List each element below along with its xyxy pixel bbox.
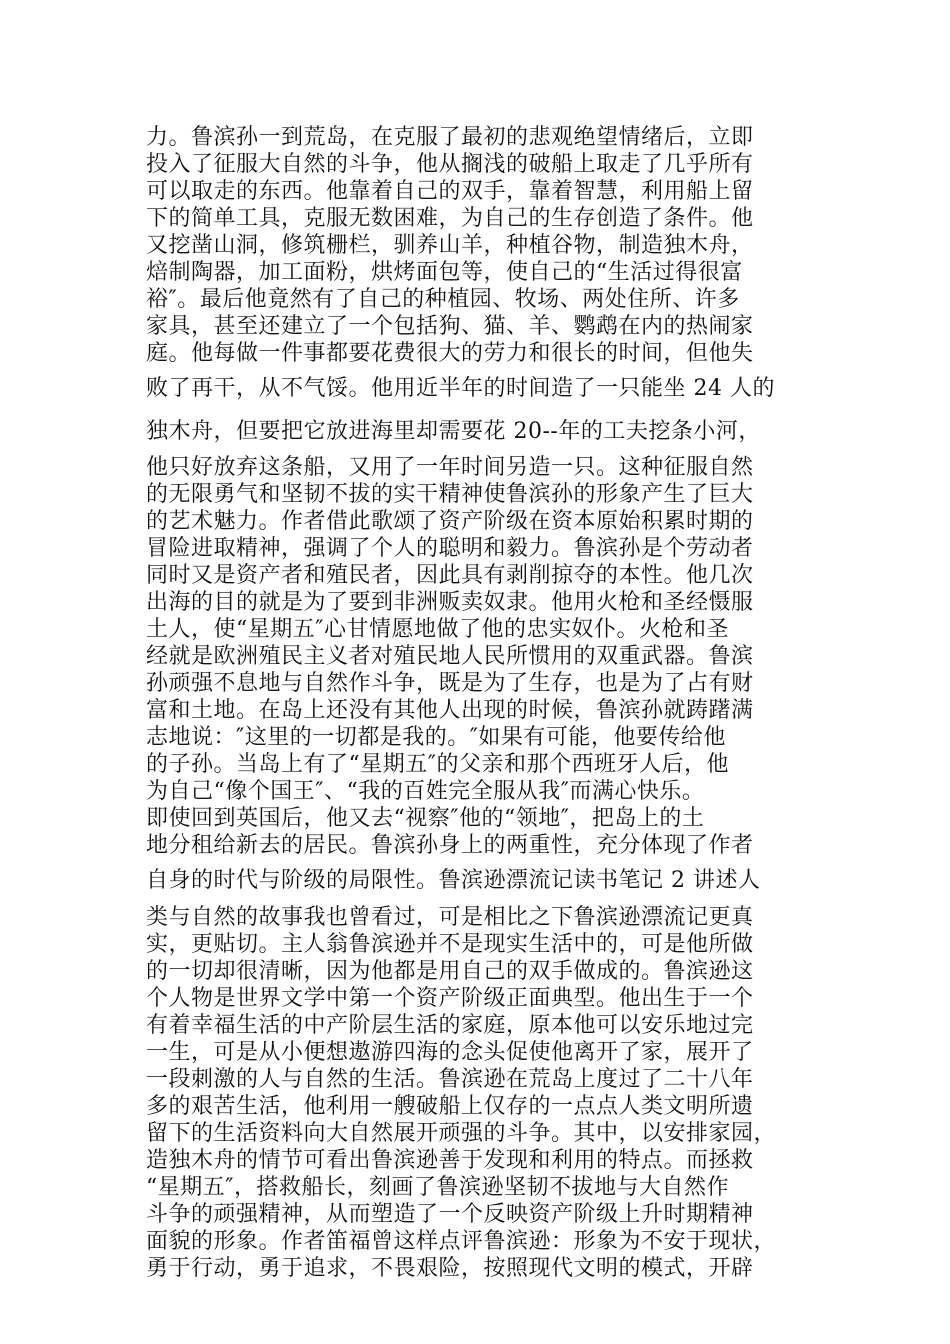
text-line: 他只好放弃这条船，又用了一年时间另造一只。这种征服自然: [146, 455, 754, 480]
text-line: 败了再干，从不气馁。他用近半年的时间造了一只能坐 24 人的: [146, 376, 775, 401]
text-line: 的子孙。当岛上有了“星期五″的父亲和那个西班牙人后，他: [146, 752, 729, 777]
text-line: 面貌的形象。作者笛福曾这样点评鲁滨逊：形象为不安于现状，: [146, 1229, 777, 1254]
text-line: “星期五″，搭救船长，刻画了鲁滨逊坚韧不拔地与大自然作: [146, 1175, 729, 1200]
text-line: 留下的生活资料向大自然展开顽强的斗争。其中，以安排家园，: [146, 1121, 777, 1146]
text-line: 地分租给新去的居民。鲁滨孙身上的两重性，充分体现了作者: [146, 833, 754, 858]
text-line: 实，更贴切。主人翁鲁滨逊并不是现实生活中的，可是他所做: [146, 932, 754, 957]
text-line: 有着幸福生活的中产阶层生活的家庭，原本他可以安乐地过完: [146, 1013, 754, 1038]
text-line: 的无限勇气和坚韧不拔的实干精神使鲁滨孙的形象产生了巨大: [146, 482, 754, 507]
text-line: 家具，甚至还建立了一个包括狗、猫、羊、鹦鹉在内的热闹家: [146, 314, 754, 339]
text-line: 经就是欧洲殖民主义者对殖民地人民所惯用的双重武器。鲁滨: [146, 644, 754, 669]
text-line: 的艺术魅力。作者借此歌颂了资产阶级在资本原始积累时期的: [146, 509, 754, 534]
text-line: 志地说：″这里的一切都是我的。″如果有可能，他要传给他: [146, 725, 726, 750]
text-line: 土人，使“星期五″心甘情愿地做了他的忠实奴仆。火枪和圣: [146, 617, 729, 642]
text-line: 斗争的顽强精神，从而塑造了一个反映资产阶级上升时期精神: [146, 1202, 754, 1227]
text-line: 富和土地。在岛上还没有其他人出现的时候，鲁滨孙就踌躇满: [146, 698, 754, 723]
text-line: 下的简单工具，克服无数困难，为自己的生存创造了条件。他: [146, 206, 754, 231]
text-line: 裕″。最后他竟然有了自己的种植园、牧场、两处住所、许多: [146, 287, 740, 312]
text-line: 可以取走的东西。他靠着自己的双手，靠着智慧，利用船上留: [146, 179, 754, 204]
text-line: 投入了征服大自然的斗争，他从搁浅的破船上取走了几乎所有: [146, 152, 754, 177]
text-line: 一生，可是从小便想遨游四海的念头促使他离开了家，展开了: [146, 1040, 754, 1065]
text-line: 孙顽强不息地与自然作斗争，既是为了生存，也是为了占有财: [146, 671, 754, 696]
text-line: 庭。他每做一件事都要花费很大的劳力和很长的时间，但他失: [146, 341, 754, 366]
text-line: 又挖凿山洞，修筑栅栏，驯养山羊，种植谷物，制造独木舟，: [146, 233, 754, 258]
text-line: 力。鲁滨孙一到荒岛，在克服了最初的悲观绝望情绪后，立即: [146, 125, 754, 150]
text-line: 自身的时代与阶级的局限性。鲁滨逊漂流记读书笔记 2 讲述人: [146, 868, 761, 893]
text-line: 即使回到英国后，他又去“视察″他的“领地″，把岛上的土: [146, 806, 705, 831]
text-line: 类与自然的故事我也曾看过，可是相比之下鲁滨逊漂流记更真: [146, 905, 754, 930]
text-line: 造独木舟的情节可看出鲁滨逊善于发现和利用的特点。而拯救: [146, 1148, 754, 1173]
text-line: 的一切却很清晰，因为他都是用自己的双手做成的。鲁滨逊这: [146, 959, 754, 984]
text-line: 勇于行动，勇于追求，不畏艰险，按照现代文明的模式，开辟: [146, 1256, 754, 1281]
text-line: 焙制陶器，加工面粉，烘烤面包等，使自己的“生活过得很富: [146, 260, 743, 285]
text-line: 个人物是世界文学中第一个资产阶级正面典型。他出生于一个: [146, 986, 754, 1011]
text-line: 冒险进取精神，强调了个人的聪明和毅力。鲁滨孙是个劳动者: [146, 536, 754, 561]
text-line: 出海的目的就是为了要到非洲贩卖奴隶。他用火枪和圣经慑服: [146, 590, 754, 615]
text-line: 独木舟，但要把它放进海里却需要花 20--年的工夫挖条小河，: [146, 419, 761, 444]
text-line: 为自己“像个国王″、“我的百姓完全服从我″而满心快乐。: [146, 779, 705, 804]
text-line: 同时又是资产者和殖民者，因此具有剥削掠夺的本性。他几次: [146, 563, 754, 588]
text-line: 一段刺激的人与自然的生活。鲁滨逊在荒岛上度过了二十八年: [146, 1067, 754, 1092]
text-line: 多的艰苦生活，他利用一艘破船上仅存的一点点人类文明所遗: [146, 1094, 754, 1119]
